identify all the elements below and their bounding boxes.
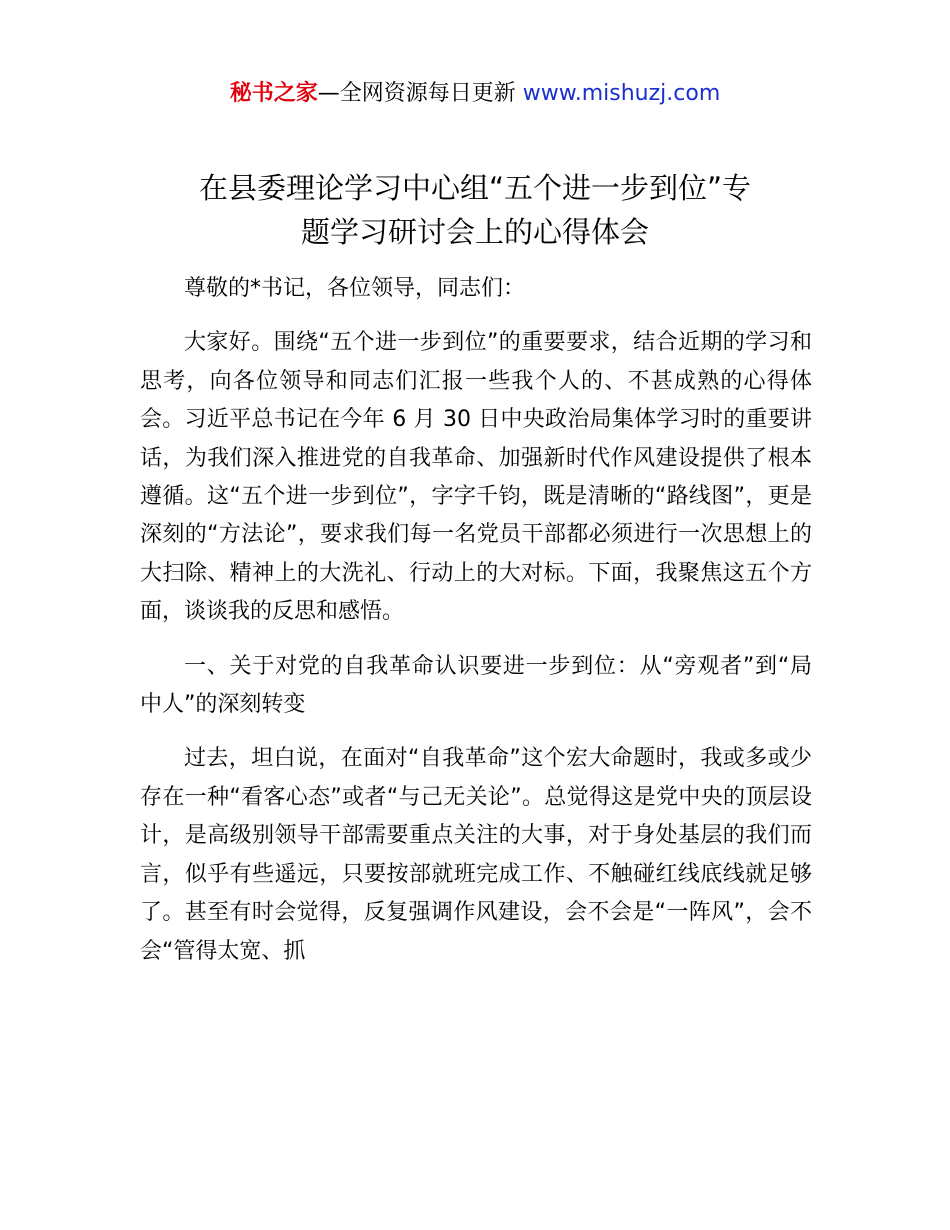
brand-name: 秘书之家 (229, 81, 318, 106)
site-header (0, 78, 950, 110)
section-heading-1: 一、关于对党的自我革命认识要进一步到位：从“旁观者”到“局中人”的深刻转变 (140, 653, 812, 718)
document-body (140, 270, 812, 971)
header-tagline: —全网资源每日更新 (317, 81, 523, 106)
salutation-paragraph: 尊敬的*书记，各位领导，同志们： (184, 276, 526, 301)
site-url[interactable]: www.mishuzj.com (522, 81, 721, 106)
title-line-1: 在县委理论学习中心组“五个进一步到位”专 (198, 171, 752, 205)
document-title (100, 166, 850, 254)
title-line-2: 题学习研讨会上的心得体会 (300, 215, 649, 249)
body-paragraph: 过去，坦白说，在面对“自我革命”这个宏大命题时，我或多或少存在一种“看客心态”或者“与己无关论”。总觉得这是党中央的顶层设计，是高级别领导干部需要重点关注的大事，对于身处基层的我们而言，似乎有些遥远，只要按部就班完成工作、不触碰红线底线就足够了。甚至有时会觉得，反复强调作风建设，会不会是“一阵风”，会不会“管得太宽、抓 (140, 746, 812, 964)
intro-paragraph: 大家好。围绕“五个进一步到位”的重要要求，结合近期的学习和思考，向各位领导和同志们汇报一些我个人的、不甚成熟的心得体会。习近平总书记在今年 6 月 30 日中央政治局集体学习时的重要讲话，为我们深入推进党的自我革命、加强新时代作风建设提供了根本遵循。这“五个进一步到位”，字字千钧，既是清晰的“路线图”，更是深刻的“方法论”，要求我们每一名党员干部都必须进行一次思想上的大扫除、精神上的大洗礼、行动上的大对标。下面，我聚焦这五个方面，谈谈我的反思和感悟。 (140, 330, 812, 625)
